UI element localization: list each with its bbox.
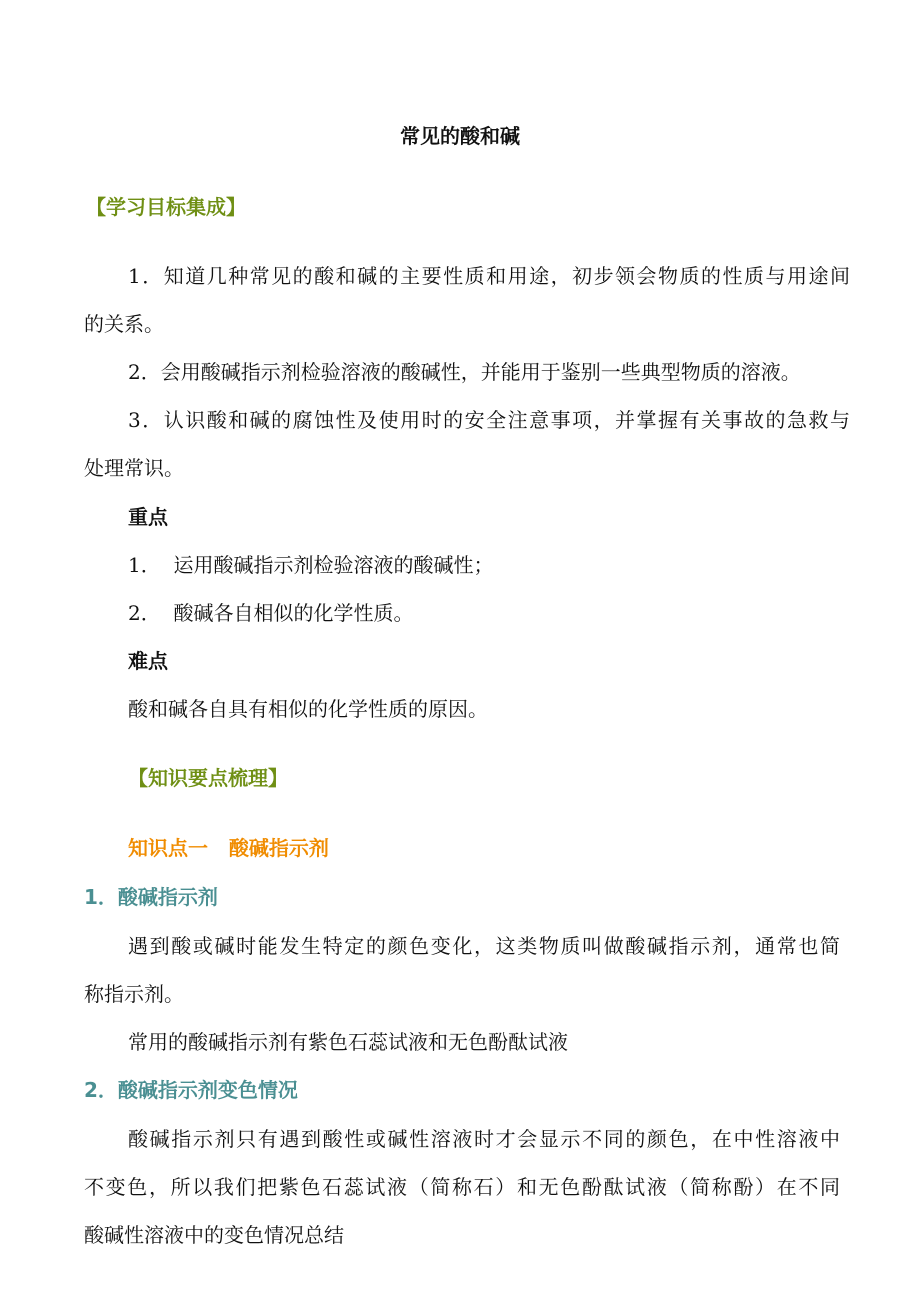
difficulty-text: 酸和碱各自具有相似的化学性质的原因。 bbox=[128, 697, 488, 721]
goal-1-line-2: 的关系。 bbox=[84, 312, 164, 336]
goal-3-line-1: 3．认识酸和碱的腐蚀性及使用时的安全注意事项，并掌握有关事故的急救与 bbox=[128, 408, 850, 432]
subheading-acid-base-indicator: 1．酸碱指示剂 bbox=[84, 885, 218, 909]
goal-1-line-1: 1．知道几种常见的酸和碱的主要性质和用途，初步领会物质的性质与用途间 bbox=[128, 264, 850, 288]
subheading-indicator-color-change: 2．酸碱指示剂变色情况 bbox=[84, 1078, 298, 1102]
color-change-line-1: 酸碱指示剂只有遇到酸性或碱性溶液时才会显示不同的颜色，在中性溶液中 bbox=[128, 1127, 840, 1151]
difficulty-heading: 难点 bbox=[128, 649, 168, 673]
common-indicators-text: 常用的酸碱指示剂有紫色石蕊试液和无色酚酞试液 bbox=[128, 1030, 568, 1054]
indicator-definition-line-1: 遇到酸或碱时能发生特定的颜色变化，这类物质叫做酸碱指示剂，通常也简 bbox=[128, 934, 840, 958]
key-point-1: 1． 运用酸碱指示剂检验溶液的酸碱性； bbox=[128, 553, 494, 577]
key-points-heading: 重点 bbox=[128, 505, 168, 529]
color-change-line-3: 酸碱性溶液中的变色情况总结 bbox=[84, 1223, 344, 1247]
page-title: 常见的酸和碱 bbox=[400, 124, 520, 148]
section-heading-learning-goals: 【学习目标集成】 bbox=[86, 195, 246, 219]
indicator-definition-line-2: 称指示剂。 bbox=[84, 982, 184, 1006]
goal-2: 2．会用酸碱指示剂检验溶液的酸碱性，并能用于鉴别一些典型物质的溶液。 bbox=[128, 360, 801, 384]
section-heading-knowledge-summary: 【知识要点梳理】 bbox=[128, 766, 288, 790]
goal-3-line-2: 处理常识。 bbox=[84, 456, 184, 480]
color-change-line-2: 不变色，所以我们把紫色石蕊试液（简称石）和无色酚酞试液（简称酚）在不同 bbox=[84, 1175, 840, 1199]
knowledge-point-1-heading: 知识点一 酸碱指示剂 bbox=[128, 836, 329, 860]
key-point-2: 2． 酸碱各自相似的化学性质。 bbox=[128, 601, 414, 625]
